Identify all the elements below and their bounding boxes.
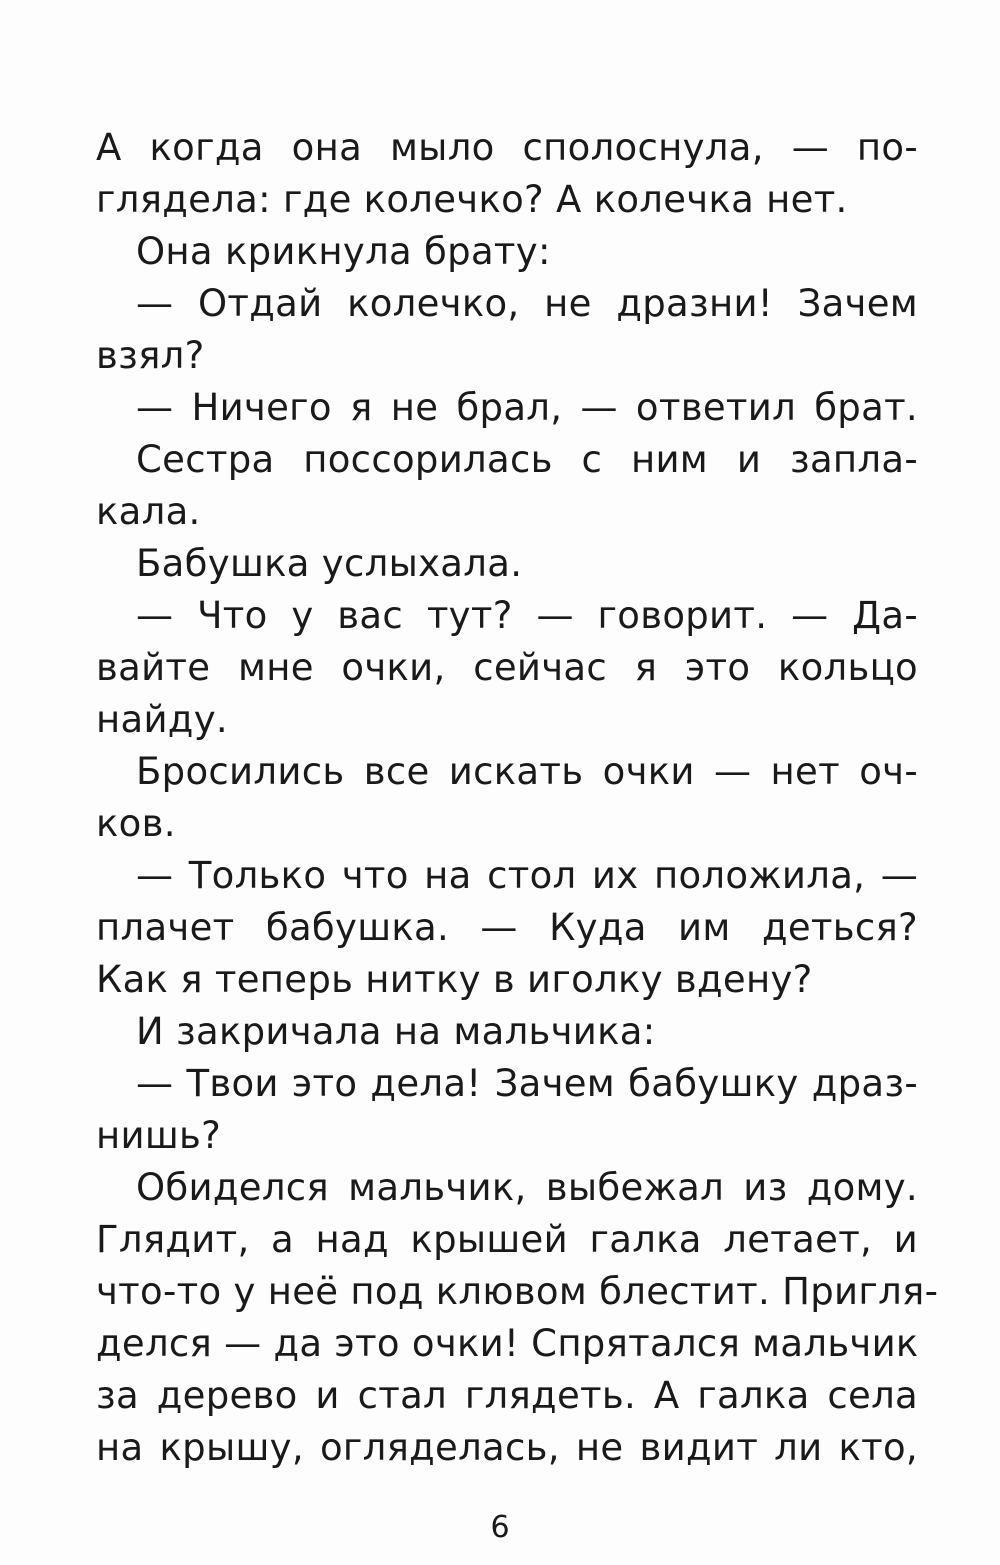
text-line: Бабушка услыхала. — [136, 542, 523, 585]
story-text — [96, 122, 939, 1474]
text-line: — Твои это дела! Зачем бабушку драз- — [136, 1062, 918, 1105]
text-line: делся — да это очки! Спрятался мальчик — [96, 1322, 919, 1365]
text-line: за дерево и стал глядеть. А галка села — [96, 1374, 918, 1417]
text-line: кала. — [96, 490, 201, 533]
text-line: — Что у вас тут? — говорит. — Да- — [136, 594, 918, 637]
text-line: что-то у неё под клювом блестит. Пригля- — [96, 1270, 939, 1313]
text-line: Как я теперь нитку в иголку вдену? — [96, 958, 813, 1001]
text-line: Она крикнула брату: — [136, 230, 551, 273]
text-line: найду. — [96, 698, 228, 741]
text-line: А когда она мыло сполоснула, — по- — [96, 126, 918, 169]
text-line: ков. — [96, 802, 176, 845]
text-line: — Только что на стол их положила, — — [136, 854, 918, 897]
text-line: на крышу, огляделась, не видит ли кто, — [96, 1426, 918, 1469]
text-line: нишь? — [96, 1114, 222, 1157]
text-line: Бросились все искать очки — нет оч- — [136, 750, 918, 793]
text-line: — Отдай колечко, не дразни! Зачем — [136, 282, 918, 325]
text-line: вайте мне очки, сейчас я это кольцо — [96, 646, 918, 689]
text-line: глядела: где колечко? А колечка нет. — [96, 178, 848, 221]
text-line: Глядит, а над крышей галка летает, и — [96, 1218, 918, 1261]
text-line: — Ничего я не брал, — ответил брат. — [136, 386, 918, 429]
text-line: взял? — [96, 334, 205, 377]
text-line: Сестра поссорилась с ним и запла- — [136, 438, 918, 481]
page-number: 6 — [490, 1510, 510, 1545]
text-line: плачет бабушка. — Куда им деться? — [96, 906, 918, 949]
text-line: И закричала на мальчика: — [136, 1010, 656, 1053]
text-line: Обиделся мальчик, выбежал из дому. — [136, 1166, 918, 1209]
